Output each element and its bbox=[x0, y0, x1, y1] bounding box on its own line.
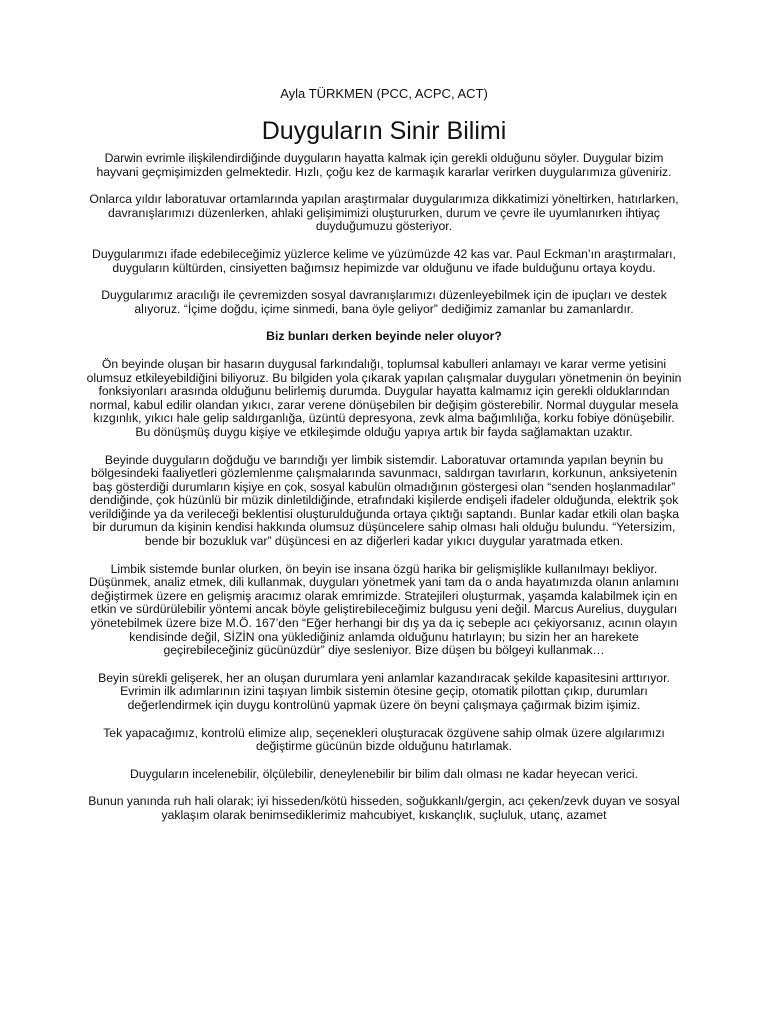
paragraph: Duyguların incelenebilir, ölçülebilir, deneylenebilir bir bilim dalı olması ne kadar heyecan verici. bbox=[129, 766, 639, 781]
paragraph: Bunun yanında ruh hali olarak; iyi hisseden/kötü hisseden, soğukkanlı/gergin, acı çeken/zevk duyan ve sosyal yaklaşım olarak benimsediklerimiz mahcubiyet, kıskançlık, suçluluk, utanç, azamet bbox=[88, 794, 680, 822]
paragraph: Duygularımızı ifade edebileceğimiz yüzlerce kelime ve yüzümüzde 42 kas var. Paul Eckman’ın araştırmaları, duyguların kültürden, cinsiyetten bağımsız hepimizde var olduğunu ve ifade bulduğunu ortaya koydu. bbox=[92, 246, 676, 275]
paragraph: Ön beyinde oluşan bir hasarın duygusal farkındalığı, toplumsal kabulleri anlamayı ve karar verme yetisini olumsuz etkileyebildiğini biliyoruz. Bu bilgiden yola çıkarak yapılan çalışmalar duyguları yönetmenin ön beyinin fonksiyonları arasında olduğunu belirlemiş durumda. Duygular hayatta kalmamız için gerekli olduklarından normal, kabul edilir olandan yıkıcı, zarar verene dönüşebilen bir değişim gösterebilir. Normal duygular mesela kızgınlık, yıkıcı hale gelip saldırganlığa, üzüntü depresyona, zevk alma bağımlılığa, korku fobiye dönüşebilir. Bu dönüşmüş duygu kişiye ve etkileşimde olduğu yapıya artık bir fayda sağlamaktan uzaktır. bbox=[86, 356, 682, 439]
document-body bbox=[86, 152, 682, 837]
author-line: Ayla TÜRKMEN (PCC, ACPC, ACT) bbox=[280, 86, 488, 101]
paragraph: Beyin sürekli gelişerek, her an oluşan durumlara yeni anlamlar kazandıracak şekilde kapasitesini arttırıyor. Evrimin ilk adımlarının izini taşıyan limbik sistemin ötesine geçip, otomatik pilottan çıkıp, durumları değerlendirmek için duygu kontrolünü yapmak üzere ön beyni çalışmaya çağırmak bizim işimiz. bbox=[98, 670, 670, 712]
paragraph: Darwin evrimle ilişkilendirdiğinde duyguların hayatta kalmak için gerekli olduğunu söyler. Duygular bizim hayvani geçmişimizden gelmektedir. Hızlı, çoğu kez de karmaşık kararlar verirken duygularımıza güveniriz. bbox=[96, 151, 672, 179]
document-page bbox=[86, 0, 682, 1024]
section-heading: Biz bunları derken beyinde neler oluyor? bbox=[266, 329, 502, 344]
paragraph: Duygularımız aracılığı ile çevremizden sosyal davranışlarımızı düzenleyebilmek için de ipuçları ve destek alıyoruz. “İçime doğdu, içime sinmedi, bana öyle geliyor” dediğimiz zamanlar bu zamanlardır. bbox=[101, 288, 667, 316]
paragraph: Limbik sistemde bunlar olurken, ön beyin ise insana özgü harika bir gelişmişlikle kullanılmayı bekliyor. Düşünmek, analiz etmek, dili kullanmak, duyguları yönetmek yani tam da o anda hayatımızda olanın anlamını değiştirmek üzere en gelişmiş aracımız olarak emrimizde. Stratejileri oluşturmak, yaşamda kalabilmek için en etkin ve sürdürülebilir yöntemi ancak böyle geliştirebileceğimiz bulgusu yeni değil. Marcus Aurelius, duyguları yönetebilmek üzere bize M.Ö. 167’den “Eğer herhangi bir dış ya da iç sebeple acı çekiyorsanız, acının olayın kendisinde değil, SİZİN ona yüklediğiniz anlamda olduğunu hatırlayın; bu sizin her an harekete geçirebileceğiniz gücünüzdür” diye sesleniyor. Bize düşen bu bölgeyi kullanmak… bbox=[88, 561, 680, 658]
document-title: Duyguların Sinir Bilimi bbox=[261, 117, 507, 145]
paragraph: Onlarca yıldır laboratuvar ortamlarında yapılan araştırmalar duygularımıza dikkatimizi yöneltirken, hatırlarken, davranışlarımızı düzenlerken, ahlaki gelişimimizi oluştururken, durum ve çevre ile uyumlanırken ihtiyaç duyduğumuzu gösteriyor. bbox=[89, 192, 679, 234]
paragraph: Beyinde duyguların doğduğu ve barındığı yer limbik sistemdir. Laboratuvar ortamında yapılan beynin bu bölgesindeki faaliyetleri gözlemlenme çalışmalarında savunmacı, saldırgan tavırların, korkunun, anksiyetenin baş gösterdiği durumların kişiye en çok, sosyal kabulün olmadığının göstergesi olan “senden hoşlanmadılar” dendiğinde, çok hüzünlü bir müzik dinletildiğinde, etrafındaki kişilerde endişeli ifadeler olduğunda, elektrik şok verildiğinde ya da verileceği beklentisi oluşturulduğunda ortaya çıktığı saptandı. Bunlar kadar etkili olan başka bir durumun da kişinin kendisi hakkında olumsuz düşüncelere sahip olması hali olduğu bulundu. “Yetersizim, bende bir bozukluk var” düşüncesi en az diğerleri kadar yıkıcı duygular yaratmada etken. bbox=[88, 452, 680, 549]
paragraph: Tek yapacağımız, kontrolü elimize alıp, seçenekleri oluşturacak özgüvene sahip olmak üzere algılarımızı değiştirme gücünün bizde olduğunu hatırlamak. bbox=[103, 725, 665, 754]
